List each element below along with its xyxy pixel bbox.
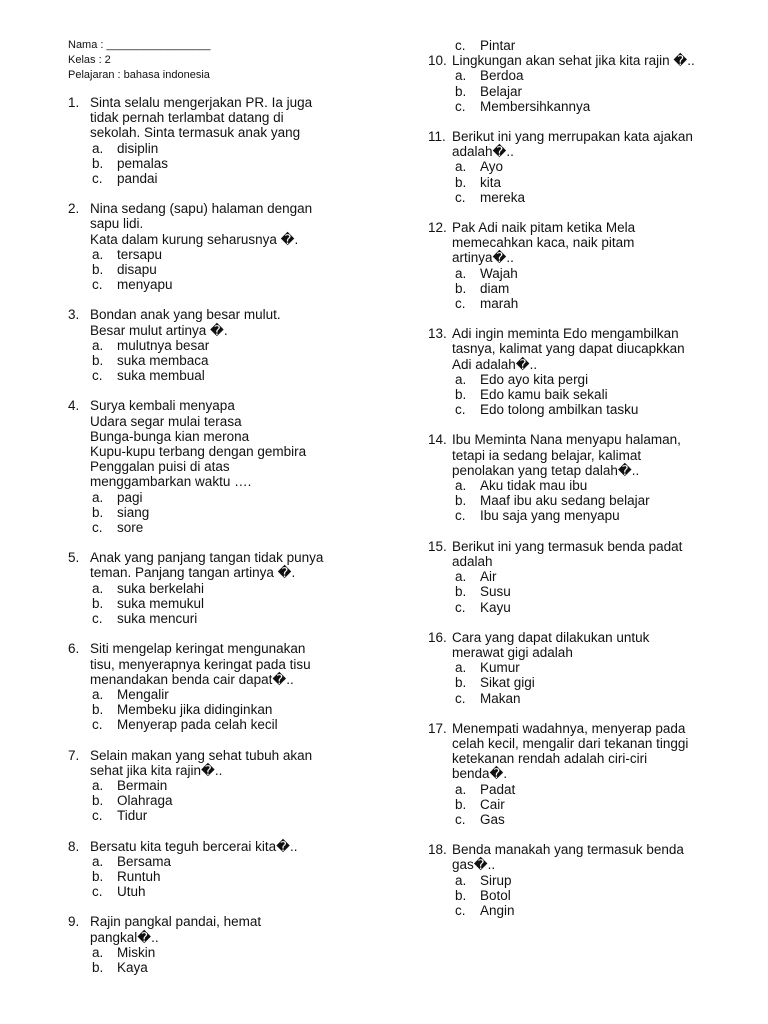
option-letter: b. (455, 174, 467, 190)
option-letter: a. (92, 337, 104, 353)
left-column (68, 95, 368, 990)
answer-option (428, 402, 738, 417)
option-text: Kayu (480, 599, 511, 615)
option-text: Angin (480, 902, 515, 918)
options-list (428, 660, 738, 706)
option-letter: c. (455, 402, 466, 418)
question-stem (428, 432, 738, 478)
question-item (428, 129, 738, 205)
answer-option (428, 888, 738, 903)
option-text: pandai (117, 171, 158, 187)
answer-option (428, 38, 738, 53)
options-list (68, 490, 368, 536)
answer-option (428, 281, 738, 296)
option-letter: a. (455, 569, 467, 585)
option-letter: b. (455, 675, 467, 691)
option-letter: a. (92, 580, 104, 596)
answer-option (428, 99, 738, 114)
option-letter: c. (92, 368, 103, 384)
option-letter: a. (92, 246, 104, 262)
option-letter: a. (92, 489, 104, 505)
options-list (428, 266, 738, 312)
options-list (68, 945, 368, 975)
answer-option (428, 675, 738, 690)
answer-option (68, 171, 368, 186)
question-item (428, 630, 738, 706)
question-number: 14. (428, 432, 447, 448)
option-letter: a. (92, 777, 104, 793)
answer-option (428, 478, 738, 493)
answer-option (68, 262, 368, 277)
answer-option (428, 159, 738, 174)
option-text: Sirup (480, 872, 512, 888)
question-item (68, 398, 368, 535)
option-letter: c. (92, 520, 103, 536)
question-stem (68, 201, 368, 247)
option-text: suka memukul (117, 595, 205, 611)
question-item (68, 748, 368, 824)
answer-option (68, 490, 368, 505)
answer-option (428, 68, 738, 83)
option-letter: b. (92, 595, 104, 611)
option-letter: a. (92, 853, 104, 869)
option-letter: c. (455, 508, 466, 524)
options-list (68, 247, 368, 293)
option-text: suka membaca (117, 353, 209, 369)
option-letter: a. (455, 478, 467, 494)
option-text: mulutnya besar (117, 337, 210, 353)
question-text: Ibu Meminta Nana menyapu halaman, tetapi ia sedang belajar, kalimat penolakan yang tetap dalah�.. (452, 432, 681, 478)
name-line: Nama : _________________ (68, 39, 211, 51)
question-item (68, 914, 368, 975)
question-stem (428, 721, 738, 782)
question-text: Berikut ini yang merrupakan kata ajakan adalah�.. (452, 129, 693, 160)
answer-option (428, 296, 738, 311)
question-stem (68, 641, 368, 687)
answer-option (68, 945, 368, 960)
answer-option (428, 691, 738, 706)
option-letter: c. (455, 902, 466, 918)
question-number: 3. (68, 307, 80, 323)
option-text: suka mencuri (117, 611, 198, 627)
option-text: diam (480, 280, 510, 296)
option-text: Berdoa (480, 68, 524, 84)
option-text: Miskin (117, 944, 156, 960)
answer-option (68, 581, 368, 596)
option-text: suka berkelahi (117, 580, 205, 596)
option-letter: a. (92, 140, 104, 156)
question-stem (428, 129, 738, 159)
option-text: pemalas (117, 155, 169, 171)
option-text: Sikat gigi (480, 675, 535, 691)
question-item (428, 220, 738, 311)
options-list (68, 338, 368, 384)
question-text: Bondan anak yang besar mulut. Besar mulut artinya �. (90, 307, 281, 338)
option-letter: b. (455, 83, 467, 99)
option-letter: c. (92, 808, 103, 824)
question-number: 12. (428, 220, 447, 236)
options-list (68, 778, 368, 824)
carryover-options (428, 38, 738, 53)
answer-option (68, 854, 368, 869)
question-number: 16. (428, 629, 447, 645)
answer-option (428, 84, 738, 99)
option-text: Tidur (117, 808, 148, 824)
question-number: 2. (68, 201, 80, 217)
option-letter: b. (92, 353, 104, 369)
option-text: sore (117, 520, 144, 536)
option-text: Bersama (117, 853, 172, 869)
option-letter: c. (92, 171, 103, 187)
option-text: Belajar (480, 83, 523, 99)
option-text: Runtuh (117, 868, 161, 884)
option-letter: b. (455, 796, 467, 812)
question-text: Selain makan yang sehat tubuh akan sehat jika kita rajin�.. (90, 747, 313, 778)
option-letter: c. (455, 690, 466, 706)
answer-option (68, 505, 368, 520)
option-text: marah (480, 296, 519, 312)
question-text: Lingkungan akan sehat jika kita rajin �.. (452, 53, 695, 69)
question-item (428, 432, 738, 523)
option-text: Air (480, 569, 497, 585)
question-text: Nina sedang (sapu) halaman dengan sapu lidi. Kata dalam kurung seharusnya �. (90, 201, 313, 247)
answer-option (68, 141, 368, 156)
options-list (428, 478, 738, 524)
answer-option (68, 353, 368, 368)
option-text: Maaf ibu aku sedang belajar (480, 493, 650, 509)
answer-option (428, 812, 738, 827)
question-stem (68, 550, 368, 580)
option-letter: b. (455, 493, 467, 509)
option-text: Olahraga (117, 793, 173, 809)
option-text: Wajah (480, 265, 518, 281)
question-stem (68, 307, 368, 337)
question-text: Anak yang panjang tangan tidak punya teman. Panjang tangan artinya �. (90, 550, 324, 581)
option-text: Cair (480, 796, 505, 812)
option-letter: c. (455, 599, 466, 615)
answer-option (68, 687, 368, 702)
option-text: Edo tolong ambilkan tasku (480, 402, 639, 418)
options-list (68, 687, 368, 733)
options-list (68, 581, 368, 627)
class-line: Kelas : 2 (68, 54, 111, 66)
option-text: Ayo (480, 159, 504, 175)
question-stem (68, 839, 368, 854)
option-letter: c. (92, 884, 103, 900)
question-text: Benda manakah yang termasuk benda gas�.. (452, 842, 684, 873)
answer-option (68, 247, 368, 262)
question-number: 13. (428, 326, 447, 342)
option-letter: a. (455, 159, 467, 175)
option-text: Membeku jika didinginkan (117, 702, 273, 718)
options-list (428, 38, 738, 53)
question-text: Sinta selalu mengerjakan PR. Ia juga tidak pernah terlambat datang di sekolah. Sinta termasuk anak yang (90, 95, 313, 141)
option-letter: b. (92, 504, 104, 520)
answer-option (68, 869, 368, 884)
option-text: Botol (480, 887, 511, 903)
option-letter: b. (92, 959, 104, 975)
option-text: Mengalir (117, 686, 169, 702)
question-number: 9. (68, 914, 80, 930)
option-letter: a. (455, 265, 467, 281)
question-number: 10. (428, 53, 447, 69)
option-letter: a. (92, 944, 104, 960)
option-text: Ibu saja yang menyapu (480, 508, 620, 524)
question-stem (428, 53, 738, 68)
option-text: disapu (117, 262, 157, 278)
answer-option (68, 368, 368, 383)
question-stem (428, 539, 738, 569)
answer-option (428, 660, 738, 675)
question-text: Pak Adi naik pitam ketika Mela memecahkan kaca, naik pitam artinya�.. (452, 220, 636, 266)
question-item (68, 839, 368, 900)
options-list (428, 68, 738, 114)
question-stem (68, 748, 368, 778)
option-text: kita (480, 174, 502, 190)
option-text: Bermain (117, 777, 168, 793)
answer-option (428, 508, 738, 523)
option-letter: b. (455, 280, 467, 296)
option-letter: a. (92, 686, 104, 702)
question-number: 7. (68, 747, 80, 763)
option-letter: a. (455, 872, 467, 888)
option-text: Makan (480, 690, 521, 706)
question-stem (428, 326, 738, 372)
option-text: mereka (480, 189, 526, 205)
option-text: menyapu (117, 277, 173, 293)
question-item (68, 641, 368, 732)
question-text: Bersatu kita teguh bercerai kita�.. (90, 838, 298, 854)
options-list (428, 372, 738, 418)
answer-option (68, 778, 368, 793)
answer-option (68, 596, 368, 611)
option-letter: c. (455, 189, 466, 205)
question-text: Siti mengelap keringat mengunakan tisu, menyerapnya keringat pada tisu menandakan benda cair dapat�.. (90, 641, 311, 687)
option-letter: c. (92, 611, 103, 627)
option-letter: a. (455, 660, 467, 676)
subject-line: Pelajaran : bahasa indonesia (68, 69, 210, 81)
option-text: Pintar (480, 38, 516, 53)
answer-option (68, 717, 368, 732)
question-number: 15. (428, 538, 447, 554)
option-letter: b. (92, 793, 104, 809)
answer-option (68, 611, 368, 626)
answer-option (68, 793, 368, 808)
question-text: Surya kembali menyapa Udara segar mulai terasa Bunga-bunga kian merona Kupu-kupu terbang dengan gembira Penggalan puisi di atas menggambarkan waktu …. (90, 398, 307, 490)
answer-option (428, 175, 738, 190)
question-stem (68, 398, 368, 489)
question-text: Rajin pangkal pandai, hemat pangkal�.. (90, 914, 262, 945)
option-letter: c. (92, 277, 103, 293)
option-text: Susu (480, 584, 511, 600)
answer-option (68, 884, 368, 899)
question-number: 11. (428, 129, 446, 145)
question-stem (428, 630, 738, 660)
option-letter: c. (455, 38, 466, 53)
option-text: suka membual (117, 368, 205, 384)
answer-option (428, 782, 738, 797)
option-letter: a. (455, 68, 467, 84)
option-letter: a. (455, 781, 467, 797)
option-text: Utuh (117, 884, 146, 900)
answer-option (68, 702, 368, 717)
right-column (428, 38, 738, 933)
question-number: 8. (68, 838, 80, 854)
options-list (68, 854, 368, 900)
question-item (428, 539, 738, 615)
option-text: disiplin (117, 140, 159, 156)
options-list (428, 782, 738, 828)
option-letter: b. (455, 887, 467, 903)
answer-option (428, 584, 738, 599)
option-letter: c. (455, 296, 466, 312)
question-number: 17. (428, 720, 447, 736)
question-item (68, 550, 368, 626)
option-text: Gas (480, 811, 505, 827)
option-text: Edo ayo kita pergi (480, 371, 589, 387)
question-stem (428, 842, 738, 872)
answer-option (428, 372, 738, 387)
option-letter: b. (455, 387, 467, 403)
question-number: 5. (68, 550, 80, 566)
answer-option (68, 338, 368, 353)
question-text: Adi ingin meminta Edo mengambilkan tasnya, kalimat yang dapat diucapkkan Adi adalah�.. (452, 326, 685, 372)
question-number: 4. (68, 398, 80, 414)
question-text: Menempati wadahnya, menyerap pada celah kecil, mengalir dari tekanan tinggi ketekanan rendah adalah ciri-ciri benda�. (452, 720, 689, 782)
student-header (68, 38, 211, 83)
answer-option (428, 387, 738, 402)
question-stem (68, 914, 368, 944)
answer-option (68, 808, 368, 823)
answer-option (68, 156, 368, 171)
question-item (68, 307, 368, 383)
question-number: 6. (68, 641, 80, 657)
question-item (428, 326, 738, 417)
question-stem (428, 220, 738, 266)
option-text: Membersihkannya (480, 98, 591, 114)
option-text: Menyerap pada celah kecil (117, 717, 278, 733)
option-letter: b. (92, 262, 104, 278)
options-list (428, 569, 738, 615)
answer-option (68, 520, 368, 535)
option-letter: c. (455, 98, 466, 114)
question-number: 1. (68, 95, 80, 110)
question-text: Berikut ini yang termasuk benda padat adalah (452, 538, 683, 569)
option-text: pagi (117, 489, 143, 505)
option-text: tersapu (117, 246, 163, 262)
answer-option (428, 600, 738, 615)
answer-option (428, 873, 738, 888)
option-text: siang (117, 504, 150, 520)
answer-option (428, 190, 738, 205)
option-letter: c. (455, 811, 466, 827)
option-letter: b. (92, 155, 104, 171)
question-item (428, 53, 738, 114)
question-number: 18. (428, 842, 447, 858)
options-list (428, 159, 738, 205)
option-text: Aku tidak mau ibu (480, 478, 588, 494)
question-item (428, 842, 738, 918)
option-letter: b. (455, 584, 467, 600)
question-item (68, 201, 368, 292)
option-letter: c. (92, 717, 103, 733)
option-letter: b. (92, 868, 104, 884)
answer-option (428, 569, 738, 584)
question-item (68, 95, 368, 186)
options-list (68, 141, 368, 187)
answer-option (428, 797, 738, 812)
answer-option (428, 266, 738, 281)
answer-option (428, 493, 738, 508)
options-list (428, 873, 738, 919)
option-letter: a. (455, 371, 467, 387)
option-text: Padat (480, 781, 516, 797)
option-text: Kaya (117, 959, 148, 975)
option-text: Kumur (480, 660, 520, 676)
answer-option (68, 277, 368, 292)
option-letter: b. (92, 702, 104, 718)
question-stem (68, 95, 368, 141)
question-item (428, 721, 738, 827)
option-text: Edo kamu baik sekali (480, 387, 608, 403)
question-text: Cara yang dapat dilakukan untuk merawat gigi adalah (452, 629, 650, 660)
answer-option (428, 903, 738, 918)
answer-option (68, 960, 368, 975)
